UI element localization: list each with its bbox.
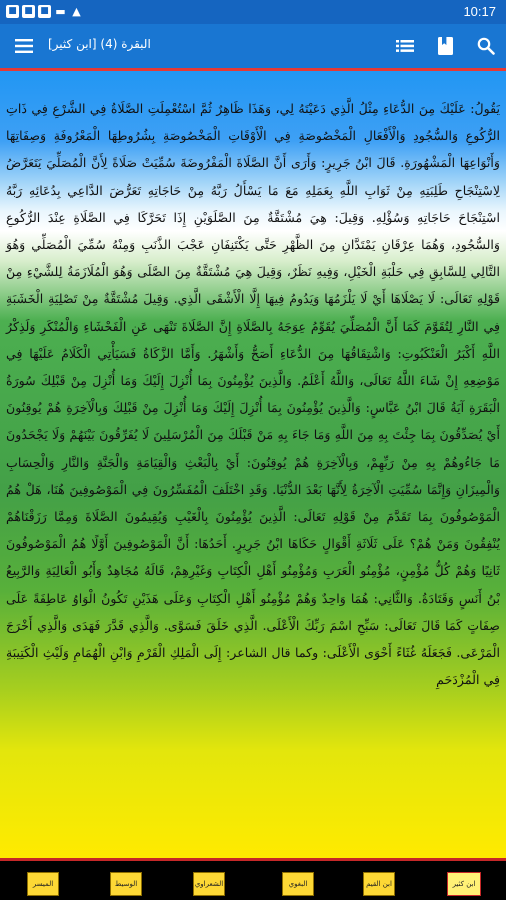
status-bar	[0, 0, 506, 24]
tafsir-button-alwaseet[interactable]: الوسيط	[110, 872, 142, 896]
tafsir-button-alshaarawi[interactable]: الشعراوي	[193, 872, 225, 896]
notification-alert-icon: ▲	[72, 5, 81, 18]
tafsir-button-ibn-kathir[interactable]: ابن كثير	[447, 872, 481, 896]
notification-app-icon: ■	[22, 5, 35, 18]
tafsir-button-albaghawi[interactable]: البغوي	[282, 872, 314, 896]
notification-app-icon: ■	[38, 5, 51, 18]
tafsir-button-almuyassar[interactable]: الميسر	[27, 872, 59, 896]
list-icon	[396, 39, 414, 53]
notification-icons	[6, 5, 83, 18]
status-clock: 10:17	[463, 4, 496, 19]
notification-app-icon: ■	[6, 5, 19, 18]
tafsir-text: يَقُولُ: عَلَيْكَ مِنَ الدُّعَاءِ مِثْلُ الَّذِي دَعَيْتَهُ لِي، وَهَذَا ظَاهِرٌ ثُمَّ اسْتُعْمِلَتِ الصَّلَاةُ فِي الشَّرْعِ فِي ذَاتِ الرُّكُوعِ وَالسُّجُودِ وَالْأَفْعَالِ الْمَخْصُوصَةِ فِي الْأَوْقَاتِ الْمَخْصُوصَةِ بِشُرُوطِهَا الْمَعْرُوفَةِ وَصِفَاتِهَا وَأَنْوَاعِهَا الْمَشْهُورَةِ. قَالَ ابْنُ جَرِيرٍ: وَأَرَى أَنَّ الصَّلَاةَ الْمَفْرُوضَةَ سُمِّيَتْ صَلَاةً لِأَنَّ الْمُصَلِّيَ يَتَعَرَّضُ لِاسْتِنْجَاحِ طَلِبَتِهِ مِنْ ثَوَابِ اللَّهِ بِعَمَلِهِ مَعَ مَا يَسْأَلُ رَبَّهُ مِنْ حَاجَاتِهِ تَعَرُّضَ الدَّاعِي بِدُعَائِهِ رَبَّهُ اسْتِنْجَاحَ حَاجَاتِهِ وَسُؤْلِهِ. وَقِيلَ: هِيَ مُشْتَقَّةٌ مِنَ الصَّلَوَيْنِ إِذَا تَحَرَّكَا فِي الصَّلَاةِ عِنْدَ الرُّكُوعِ وَالسُّجُودِ، وَهُمَا عِرْقَانِ يَمْتَدَّانِ مِنَ الظَّهْرِ حَتَّى يَكْتَنِفَانِ عَجْبَ الذَّنَبِ وَمِنْهُ سُمِّيَ الْمُصَلِّي وَهُوَ التَّالِي لِلسَّابِقِ فِي حَلْبَةِ الْخَيْلِ، وَفِيهِ نَظَرٌ، وَقِيلَ هِيَ مُشْتَقَّةٌ مِنَ الصَّلَى وَهُوَ الْمُلَازَمَةُ لِلشَّيْءِ مِنْ قَوْلِهِ تَعَالَى: لَا يَصْلَاهَا أَيْ لَا يَلْزَمُهَا وَيَدُومُ فِيهَا إِلَّا الْأَشْقَى الَّذِي. وَقِيلَ مُشْتَقَّةٌ مِنْ تَصْلِيَةِ الْخَشَبَةِ فِي النَّارِ لِتُقَوَّمَ كَمَا أَنَّ الْمُصَلِّيَ يُقَوِّمُ عِوَجَهُ بِالصَّلَاةِ إِنَّ الصَّلَاةَ تَنْهَى عَنِ الْفَحْشَاءِ وَالْمُنْكَرِ وَلَذِكْرُ اللَّهِ أَكْبَرُ الْعَنْكَبُوتِ: وَاشْتِقَاقُهَا مِنَ الدُّعَاءِ أَصَحُّ وَأَشْهَرُ. وَأَمَّا الزَّكَاةُ فَسَيَأْتِي الْكَلَامُ عَلَيْهَا فِي مَوْضِعِهِ إِنْ شَاءَ اللَّهُ تَعَالَى، وَاللَّهُ أَعْلَمُ. وَالَّذِينَ يُؤْمِنُونَ بِمَا أُنْزِلَ إِلَيْكَ وَمَا أُنْزِلَ مِنْ قَبْلِكَ سُورَةُ الْبَقَرَةِ آيَةُ قَالَ ابْنُ عَبَّاسٍ: وَالَّذِينَ يُؤْمِنُونَ بِمَا أُنْزِلَ إِلَيْكَ وَمَا أُنْزِلَ مِنْ قَبْلِكَ وَبِالْآخِرَةِ هُمْ يُوقِنُونَ أَيْ يُصَدِّقُونَ بِمَا جِئْتَ بِهِ مِنَ اللَّهِ وَمَا جَاءَ بِهِ مَنْ قَبْلَكَ مِنَ الْمُرْسَلِينَ لَا يُفَرِّقُونَ بَيْنَهُمْ وَلَا يَجْحَدُونَ مَا جَاءُوهُمْ بِهِ مِنْ رَبِّهِمْ، وَبِالْآخِرَةِ هُمْ يُوقِنُونَ: أَيْ بِالْبَعْثِ وَالْقِيَامَةِ وَالْجَنَّةِ وَالنَّارِ وَالْحِسَابِ وَالْمِيزَانِ وَإِنَّمَا سُمِّيَتِ الْآخِرَةُ لِأَنَّهَا بَعْدَ الدُّنْيَا. وَقَدِ اخْتَلَفَ الْمُفَسِّرُونَ فِي الْمَوْصُوفِينَ هُنَا، هَلْ هُمُ الْمَوْصُوفُونَ بِمَا تَقَدَّمَ مِنْ قَوْلِهِ تَعَالَى: الَّذِينَ يُؤْمِنُونَ بِالْغَيْبِ وَيُقِيمُونَ الصَّلَاةَ وَمِمَّا رَزَقْنَاهُمْ يُنْفِقُونَ وَمَنْ هُمْ؟ عَلَى ثَلَاثَةِ أَقْوَالٍ حَكَاهَا ابْنُ جَرِيرٍ. أَحَدُهَا: أَنَّ الْمَوْصُوفِينَ أَوَّلًا هُمُ الْمَوْصُوفُونَ ثَانِيًا وَهُمْ كُلُّ مُؤْمِنٍ، مُؤْمِنُو الْعَرَبِ وَمُؤْمِنُو أَهْلِ الْكِتَابِ وَغَيْرِهِمْ، قَالَهُ مُجَاهِدٌ وَأَبُو الْعَالِيَةِ وَالرَّبِيعُ بْنُ أَنَسٍ وَقَتَادَةُ. وَالثَّانِي: هُمَا وَاحِدٌ وَهُمْ مُؤْمِنُو أَهْلِ الْكِتَابِ وَعَلَى هَذَيْنِ تَكُونُ الْوَاوُ عَاطِفَةً عَلَى صِفَاتٍ كَمَا قَالَ تَعَالَى: سَبِّحِ اسْمَ رَبِّكَ الْأَعْلَى. الَّذِي خَلَقَ فَسَوَّى. وَالَّذِي قَدَّرَ فَهَدَى وَالَّذِي أَخْرَجَ الْمَرْعَى. فَجَعَلَهُ غُثَاءً أَحْوَى الْأَعْلَى: وكما قال الشاعر: إِلَى الْمَلِكِ الْقَرْمِ وَابْنِ الْهُمَامِ وَلَيْثِ الْكَتِيبَةِ فِي الْمُزْدَحَمِ	[6, 101, 500, 688]
book-bookmark-icon	[438, 37, 453, 55]
bookmark-button[interactable]	[425, 24, 465, 68]
search-button[interactable]	[466, 24, 506, 68]
list-view-button[interactable]	[385, 24, 425, 68]
game-controller-icon: ▬	[55, 5, 66, 18]
page-title: البقرة (4) [ابن كثير]	[48, 37, 151, 51]
menu-button[interactable]	[4, 24, 44, 68]
tafsir-content-area[interactable]	[0, 71, 506, 858]
app-toolbar	[0, 24, 506, 68]
search-icon	[477, 37, 495, 55]
tafsir-button-ibn-alqayyim[interactable]: ابن القيم	[363, 872, 395, 896]
tafsir-selector-bar	[0, 858, 506, 900]
hamburger-menu-icon	[15, 39, 33, 53]
